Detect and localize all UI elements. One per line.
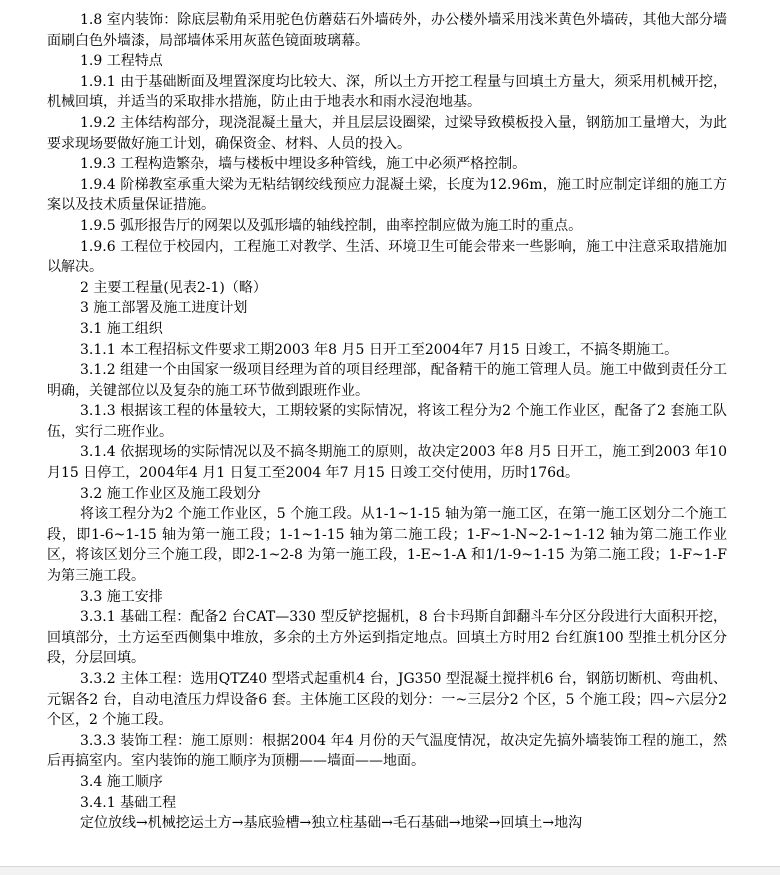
section-heading: 2 主要工程量(见表2-1)（略） <box>80 279 267 296</box>
paragraph: 3.1.1 本工程招标文件要求工期2003 年8 月5 日开工至2004年7 月15 日竣工，不搞冬期施工。 <box>80 341 679 358</box>
paragraph: 3.1.3 根据该工程的体量较大，工期较紧的实际情况，将该工程分为2 个施工作业区，配备了2 套施工队伍，实行二班作业。 <box>47 403 727 440</box>
section-heading: 3.4 施工顺序 <box>80 773 163 790</box>
section-heading: 3.3 施工安排 <box>80 588 163 605</box>
paragraph: 1.9.6 工程位于校园内，工程施工对教学、生活、环境卫生可能会带来一些影响，施工中注意采取措施加以解决。 <box>47 238 727 276</box>
paragraph: 1.9.5 弧形报告厅的网架以及弧形墙的轴线控制，曲率控制应做为施工时的重点。 <box>80 217 583 234</box>
paragraph: 将该工程分为2 个施工作业区，5 个施工段。从1-1~1-15 轴为第一施工区，在第一施工区划分二个施工段，即1-6~1-15 轴为第一施工段；1-1~1-15 轴为第二施工段；1-F~1-N~2-1~1-12 轴为第二施工作业区，将该区划分三个施工段，即2-1~2-8 为第一施工段，1-E~1-A 和1/1-9~1-15 为第二施工段；1-F~1-F 为第三施工段。 <box>47 506 727 585</box>
section-heading: 1.9 工程特点 <box>80 53 163 70</box>
paragraph: 1.9.4 阶梯教室承重大梁为无粘结钢绞线预应力混凝土梁，长度为12.96m，施工时应制定详细的施工方案以及技术质量保证措施。 <box>47 176 727 214</box>
document-body <box>47 10 727 834</box>
paragraph: 3.3.3 装饰工程：施工原则：根据2004 年4 月份的天气温度情况，故决定先搞外墙装饰工程的施工，然后再搞室内。室内装饰的施工顺序为顶棚——墙面——地面。 <box>47 732 727 770</box>
section-heading: 3.4.1 基础工程 <box>80 794 177 811</box>
section-heading: 3.2 施工作业区及施工段划分 <box>80 485 261 502</box>
paragraph: 1.9.2 主体结构部分，现浇混凝土量大，并且层层设圈梁，过梁导致模板投入量，钢筋加工量增大，为此要求现场要做好施工计划，确保资金、材料、人员的投入。 <box>47 114 727 152</box>
paragraph: 1.9.1 由于基础断面及埋置深度均比较大、深，所以土方开挖工程量与回填土方量大，须采用机械开挖，机械回填，并适当的采取排水措施，防止由于地表水和雨水浸泡地基。 <box>47 73 727 111</box>
section-heading: 3 施工部署及施工进度计划 <box>80 300 248 317</box>
paragraph: 3.1.2 组建一个由国家一级项目经理为首的项目经理部，配备精干的施工管理人员。施工中做到责任分工明确，关键部位以及复杂的施工环节做到跟班作业。 <box>47 362 727 399</box>
paragraph: 3.1.4 依据现场的实际情况以及不搞冬期施工的原则，故决定2003 年8 月5 日开工，施工到2003 年10 月15 日停工，2004年4 月1 日复工至2004 年7 月15 日竣工交付使用，历时176d。 <box>47 444 727 482</box>
paragraph: 3.3.1 基础工程：配备2 台CAT—330 型反铲挖掘机，8 台卡玛斯自卸翻斗车分区分段进行大面积开挖，回填部分，土方运至西侧集中堆放，多余的土方外运到指定地点。回填土方时用2 台红旗100 型推土机分区分段，分层回填。 <box>47 609 727 667</box>
paragraph: 3.3.2 主体工程：选用QTZ40 型塔式起重机4 台，JG350 型混凝土搅拌机6 台，钢筋切断机、弯曲机、元锯各2 台，自动电渣压力焊设备6 套。主体施工区段的划分：一~三层分2 个区，5 个施工段；四~六层分2 个区，2 个施工段。 <box>47 671 727 729</box>
paragraph: 定位放线→机械挖运土方→基底验槽→独立柱基础→毛石基础→地梁→回填土→地沟 <box>80 815 583 832</box>
paragraph: 1.9.3 工程构造繁杂，墙与楼板中埋设多种管线，施工中必须严格控制。 <box>80 156 527 173</box>
section-heading: 3.1 施工组织 <box>80 320 163 337</box>
paragraph: 1.8 室内装饰：除底层勒角采用驼色仿蘑菇石外墙砖外，办公楼外墙采用浅米黄色外墙砖，其他大部分墙面刷白色外墙漆，局部墙体采用灰蓝色镜面玻璃幕。 <box>47 12 727 49</box>
